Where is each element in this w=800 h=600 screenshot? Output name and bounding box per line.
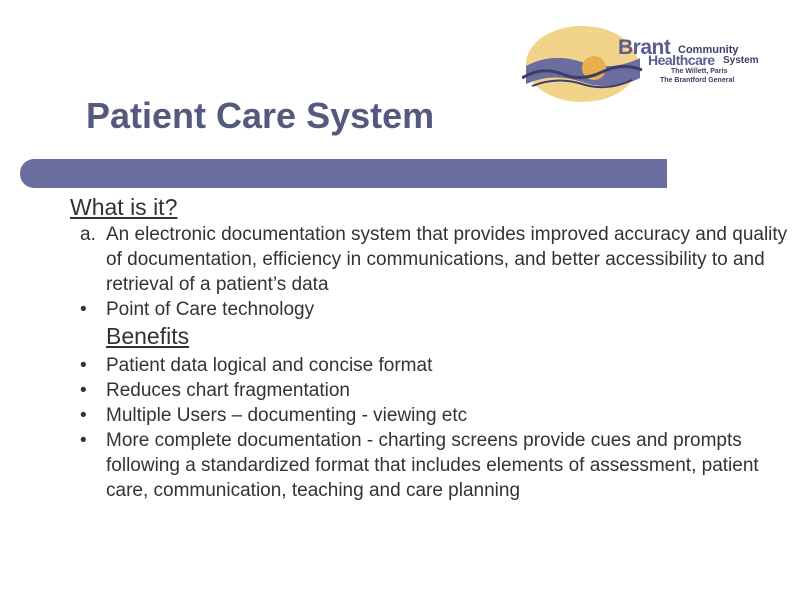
- list-item: [80, 378, 795, 403]
- list-item: [80, 403, 795, 428]
- logo-healthcare-text: Healthcare: [648, 52, 715, 68]
- list-item-text: Patient data logical and concise format: [106, 355, 433, 376]
- logo-line1-text: The Willett, Paris: [671, 68, 728, 75]
- bullet-icon: •: [80, 355, 87, 376]
- bullet-icon: •: [80, 299, 87, 320]
- list-item-text: Reduces chart fragmentation: [106, 380, 350, 401]
- brant-community-healthcare-logo: [522, 22, 782, 104]
- bullet-icon: •: [80, 380, 87, 401]
- list-item-text: Multiple Users – documenting - viewing etc: [106, 405, 468, 426]
- list-item: [80, 222, 795, 297]
- list-item-text: Point of Care technology: [106, 299, 315, 320]
- list-item-text: More complete documentation - charting screens provide cues and prompts following a standardized format that includes elements of assessment, patient care, communication, teaching and care planning: [106, 430, 759, 501]
- page-title: Patient Care System: [86, 95, 435, 136]
- list-item-text: An electronic documentation system that provides improved accuracy and quality of documentation, efficiency in communications, and better accessibility to and retrieval of a patient’s data: [106, 224, 788, 295]
- sun-wave-emblem-icon: [522, 22, 662, 104]
- list-item: [80, 428, 795, 503]
- bullet-icon: •: [80, 405, 87, 426]
- logo-line2-text: The Brantford General: [660, 77, 735, 84]
- benefits-heading: Benefits: [106, 323, 190, 349]
- bullet-icon: •: [80, 430, 87, 451]
- list-item: [80, 353, 795, 378]
- list-item: [80, 297, 795, 322]
- logo-community-text: Community: [678, 44, 739, 56]
- logo-system-text: System: [723, 55, 759, 66]
- list-marker: a.: [80, 224, 96, 245]
- logo-brant-text: Brant: [618, 36, 671, 59]
- what-is-it-heading: What is it?: [70, 194, 178, 220]
- title-divider-bar: [20, 159, 667, 188]
